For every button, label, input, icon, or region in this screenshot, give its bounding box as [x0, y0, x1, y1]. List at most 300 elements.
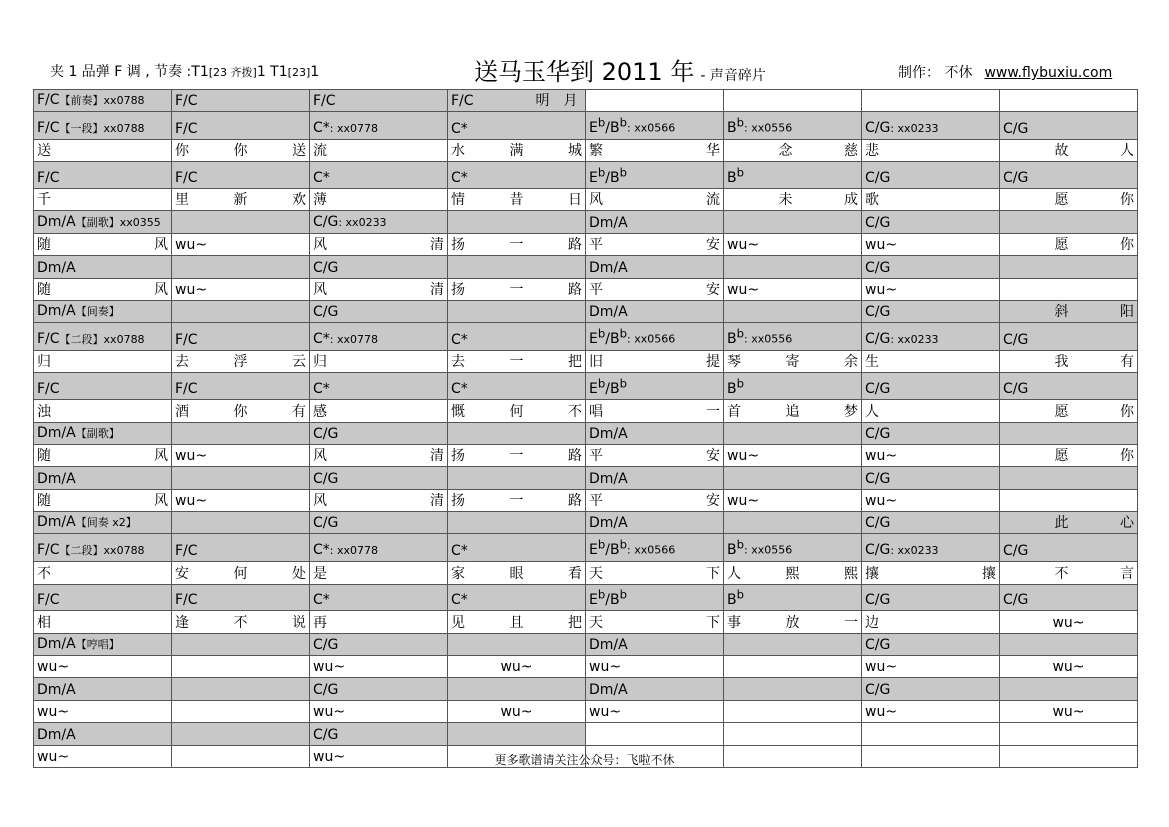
chord-row [34, 512, 1138, 534]
chord-name: C/G [865, 636, 891, 653]
chord-annotation: 【二段】xx0788 [59, 333, 145, 347]
lyric-cell: 风 清 [310, 233, 448, 255]
chord-cell [586, 112, 724, 140]
lyric-cell: wu~ [34, 700, 172, 722]
chord-cell [448, 678, 586, 700]
chord-name: C/G [1003, 592, 1029, 609]
lyric-cell: 是 [310, 562, 448, 584]
chord-cell [310, 301, 448, 323]
chord-cell [586, 162, 724, 189]
lyric-cell: wu~ [862, 233, 1000, 255]
chord-cell [172, 211, 310, 233]
chord-annotation: : xx0233 [890, 122, 939, 136]
header-credit [898, 62, 1112, 82]
chord-name: C* [451, 543, 468, 560]
chord-name: Dm/A [37, 726, 76, 743]
chord-name: C* [313, 381, 330, 398]
chord-cell [862, 422, 1000, 444]
chord-row [34, 373, 1138, 400]
chord-name: F/C [37, 331, 60, 348]
chord-name: C* [451, 121, 468, 138]
lyric-cell: wu~ [310, 745, 448, 767]
chord-cell [724, 162, 862, 189]
chord-cell [310, 723, 448, 745]
chord-name: Dm/A [37, 635, 76, 652]
lyric-cell: 天 下 [586, 562, 724, 584]
chord-name: Dm/A [37, 213, 76, 230]
chord-name: C/G [313, 259, 339, 276]
lyric-cell: 薄 [310, 189, 448, 211]
lyric-cell: 千 [34, 189, 172, 211]
chord-cell [448, 467, 586, 489]
chord-cell [172, 256, 310, 278]
chord-cell [586, 512, 724, 534]
lyric-cell: 愿 你 [1000, 444, 1138, 466]
lyric-cell [724, 655, 862, 677]
chord-cell [34, 256, 172, 278]
chord-cell [172, 301, 310, 323]
lyric-row [34, 140, 1138, 162]
song-title-block [474, 52, 766, 87]
chord-name: $E^b/B^b$ [589, 537, 627, 559]
chord-name: C/G [865, 681, 891, 698]
lyric-cell: wu~ [862, 489, 1000, 511]
chord-cell [862, 90, 1000, 112]
chord-name: C* [451, 170, 468, 187]
lyric-cell: 平 安 [586, 278, 724, 300]
chord-cell [172, 323, 310, 351]
chord-cell [34, 534, 172, 562]
lyric-cell: 风 清 [310, 278, 448, 300]
chord-cell [448, 162, 586, 189]
lyric-row [34, 655, 1138, 677]
footer-note: 更多歌谱请关注公众号：飞啦不休 [494, 753, 675, 767]
chord-cell [1000, 723, 1138, 745]
lyric-cell: 平 安 [586, 233, 724, 255]
chord-cell [310, 211, 448, 233]
chord-name: C/G [313, 304, 339, 321]
chord-name: F/C [451, 93, 474, 110]
chord-name: C/G [1003, 332, 1029, 349]
chord-cell [724, 422, 862, 444]
lyric-cell: wu~ [862, 700, 1000, 722]
lyric-cell: 旧 提 [586, 351, 724, 373]
chord-cell [586, 301, 724, 323]
chord-name: C/G [865, 542, 891, 559]
chord-name: F/C [313, 93, 336, 110]
chord-annotation: : xx0566 [627, 122, 676, 136]
lyric-cell: 相 [34, 611, 172, 633]
chord-row [34, 90, 1138, 112]
chord-annotation: : xx0566 [627, 333, 676, 347]
lyric-cell: wu~ [862, 444, 1000, 466]
lyric-cell: 随 风 [34, 233, 172, 255]
lyric-cell: 不 [34, 562, 172, 584]
chord-cell [862, 584, 1000, 611]
chord-cell [172, 422, 310, 444]
chord-cell [448, 211, 586, 233]
chord-cell [586, 90, 724, 112]
lyric-cell: 感 [310, 400, 448, 422]
chord-cell [1000, 584, 1138, 611]
chord-annotation: 【哼唱】 [75, 637, 120, 651]
lyric-cell: 逢 不 说 [172, 611, 310, 633]
chord-cell [448, 422, 586, 444]
website-link[interactable]: www.flybuxiu.com [984, 65, 1113, 81]
chord-cell [310, 678, 448, 700]
chord-name: F/C [175, 170, 198, 187]
chord-cell [172, 678, 310, 700]
chord-cell [34, 301, 172, 323]
chord-cell [586, 467, 724, 489]
chord-cell [1000, 467, 1138, 489]
chord-cell: F/C 明 月 [448, 90, 586, 112]
chord-row [34, 633, 1138, 655]
chord-annotation: 【副歌】xx0355 [75, 215, 161, 229]
lyric-cell: wu~ [310, 655, 448, 677]
chord-name: C/G [1003, 543, 1029, 560]
chord-name: $B^b$ [727, 165, 745, 187]
lyric-cell: 边 [862, 611, 1000, 633]
lyric-row [34, 278, 1138, 300]
song-title: 送马玉华到 2011 年 [474, 58, 695, 86]
chord-name: C/G [1003, 381, 1029, 398]
chord-cell [862, 323, 1000, 351]
lyric-cell: 去 一 把 [448, 351, 586, 373]
header-key-pattern1: [23 齐拨] [208, 66, 257, 79]
chord-annotation: 【前奏】xx0788 [59, 94, 145, 108]
lyric-cell: 安 何 处 [172, 562, 310, 584]
chord-cell [724, 678, 862, 700]
chord-name: C* [313, 120, 330, 137]
chord-cell [172, 534, 310, 562]
chord-name: F/C [175, 121, 198, 138]
chord-cell [448, 323, 586, 351]
lyric-cell [1000, 489, 1138, 511]
lyric-cell: wu~ [724, 489, 862, 511]
chord-name: C/G [865, 381, 891, 398]
chord-name: F/C [175, 381, 198, 398]
chord-name: $E^b/B^b$ [589, 165, 627, 187]
chord-name: Dm/A [589, 470, 628, 487]
lyric-cell: 歌 [862, 189, 1000, 211]
chord-annotation: : xx0778 [329, 544, 378, 558]
chord-name: $B^b$ [727, 115, 745, 137]
lyric-cell: 扬 一 路 [448, 489, 586, 511]
chord-cell [586, 584, 724, 611]
chord-name: Dm/A [589, 681, 628, 698]
chord-cell [448, 112, 586, 140]
chord-cell [34, 723, 172, 745]
chord-cell [34, 162, 172, 189]
lyric-row [34, 444, 1138, 466]
lyric-cell: 归 [310, 351, 448, 373]
chord-cell [724, 301, 862, 323]
chord-annotation: : xx0233 [338, 215, 387, 229]
chord-cell [862, 633, 1000, 655]
lyric-cell: 生 [862, 351, 1000, 373]
chord-name: $B^b$ [727, 326, 745, 348]
chord-row [34, 301, 1138, 323]
lyric-cell: 首 追 梦 [724, 400, 862, 422]
chord-name: Dm/A [589, 304, 628, 321]
lyric-cell: wu~ [448, 700, 586, 722]
chord-row [34, 584, 1138, 611]
lyric-cell: 故 人 [1000, 140, 1138, 162]
lyric-row [34, 351, 1138, 373]
chord-row [34, 678, 1138, 700]
chord-cell [34, 678, 172, 700]
lyric-cell [724, 700, 862, 722]
chord-cell [448, 584, 586, 611]
lyric-cell: 扬 一 路 [448, 278, 586, 300]
chord-name: F/C [37, 170, 60, 187]
chord-cell [310, 512, 448, 534]
lyric-cell: 天 下 [586, 611, 724, 633]
chord-cell [34, 422, 172, 444]
lyric-cell: 情 昔 日 [448, 189, 586, 211]
header-key-end: 1 [310, 64, 320, 80]
lyric-cell: 你 你 送 [172, 140, 310, 162]
chord-cell [586, 323, 724, 351]
chord-cell [586, 534, 724, 562]
lyric-cell: 随 风 [34, 444, 172, 466]
lyric-cell: 念 慈 [724, 140, 862, 162]
chord-name: C* [313, 331, 330, 348]
chord-name: F/C [175, 592, 198, 609]
chord-name: C/G [865, 470, 891, 487]
chord-cell [34, 323, 172, 351]
chord-name: C/G [865, 214, 891, 231]
chord-cell [34, 584, 172, 611]
chord-cell [1000, 373, 1138, 400]
song-subtitle: - 声音碎片 [700, 68, 766, 84]
chord-row [34, 422, 1138, 444]
lyric-cell: 不 言 [1000, 562, 1138, 584]
lyric-cell: 再 [310, 611, 448, 633]
lyric-cell: 愿 你 [1000, 233, 1138, 255]
chord-cell [34, 467, 172, 489]
lyric-row [34, 562, 1138, 584]
chord-name: C/G [865, 170, 891, 187]
lyric-cell: wu~ [862, 655, 1000, 677]
chord-name: $E^b/B^b$ [589, 376, 627, 398]
lyric-cell: wu~ [34, 655, 172, 677]
chord-annotation: 【副歌】 [75, 426, 120, 440]
lyric-cell: 流 [310, 140, 448, 162]
chord-name: C/G [313, 213, 339, 230]
chord-cell [1000, 162, 1138, 189]
lyric-cell: wu~ [172, 444, 310, 466]
chord-cell [724, 256, 862, 278]
lyric-cell: 酒 你 有 [172, 400, 310, 422]
lyric-cell: 愿 你 [1000, 189, 1138, 211]
header-key-pattern2: [23] [287, 66, 311, 79]
chord-name: F/C [37, 381, 60, 398]
chord-cell [724, 373, 862, 400]
lyric-cell: wu~ [172, 233, 310, 255]
lyric-row [34, 233, 1138, 255]
chord-annotation: : xx0778 [329, 333, 378, 347]
chord-name: Dm/A [589, 636, 628, 653]
chord-name: F/C [37, 120, 60, 137]
chord-annotation: : xx0233 [890, 333, 939, 347]
chord-name: $B^b$ [727, 376, 745, 398]
chord-cell [448, 723, 586, 745]
chord-cell [862, 373, 1000, 400]
chord-cell [310, 162, 448, 189]
lyric-cell: wu~ [586, 700, 724, 722]
lyric-cell: wu~ [34, 745, 172, 767]
chord-cell [1000, 90, 1138, 112]
chord-name: Dm/A [37, 514, 76, 531]
chord-name: C/G [865, 259, 891, 276]
chord-cell [586, 723, 724, 745]
chord-cell [862, 678, 1000, 700]
chord-row [34, 112, 1138, 140]
chord-name: F/C [175, 543, 198, 560]
chord-cell [448, 301, 586, 323]
lyric-cell [1000, 278, 1138, 300]
chord-row [34, 534, 1138, 562]
chord-annotation: : xx0233 [890, 544, 939, 558]
chord-cell [310, 584, 448, 611]
chord-cell [310, 256, 448, 278]
lyric-cell: 平 安 [586, 444, 724, 466]
chord-annotation: 【间奏 x2】 [75, 516, 137, 530]
lyric-cell: wu~ [448, 655, 586, 677]
chord-name: Dm/A [37, 470, 76, 487]
chord-cell [724, 323, 862, 351]
lyric-cell: 扬 一 路 [448, 444, 586, 466]
chord-cell [724, 723, 862, 745]
chord-annotation: 【二段】xx0788 [59, 544, 145, 558]
chord-cell [1000, 678, 1138, 700]
chord-row [34, 323, 1138, 351]
chord-annotation: : xx0556 [744, 333, 793, 347]
chord-name: C/G [865, 120, 891, 137]
lyric-row [34, 189, 1138, 211]
lyric-cell: 随 风 [34, 489, 172, 511]
lyric-cell: wu~ [586, 655, 724, 677]
lyric-cell: 见 且 把 [448, 611, 586, 633]
chord-cell [862, 112, 1000, 140]
chord-annotation: : xx0556 [744, 122, 793, 136]
chord-cell [724, 584, 862, 611]
lyric-cell: 浊 [34, 400, 172, 422]
chord-name: C/G [865, 331, 891, 348]
lyric-cell: wu~ [1000, 700, 1138, 722]
chord-name: F/C [37, 92, 60, 109]
chord-name: C/G [313, 681, 339, 698]
chord-name: C/G [313, 515, 339, 532]
chord-row [34, 467, 1138, 489]
chord-cell [862, 211, 1000, 233]
chord-cell [862, 162, 1000, 189]
header-key-mid: 1 T1 [256, 64, 288, 80]
chord-annotation: : xx0566 [627, 544, 676, 558]
chord-name: C* [313, 170, 330, 187]
lyric-cell: 未 成 [724, 189, 862, 211]
chord-name: Dm/A [589, 259, 628, 276]
lyric-cell: 慨 何 不 [448, 400, 586, 422]
chord-cell [586, 373, 724, 400]
lyric-cell: 随 风 [34, 278, 172, 300]
chord-name: C/G [1003, 170, 1029, 187]
chord-name: F/C [37, 542, 60, 559]
chord-cell [448, 256, 586, 278]
chord-name: C* [313, 592, 330, 609]
chord-cell [172, 112, 310, 140]
chord-cell [34, 512, 172, 534]
chord-name: F/C [37, 592, 60, 609]
chord-cell [172, 633, 310, 655]
chord-name: $E^b/B^b$ [589, 587, 627, 609]
lyric-cell: 归 [34, 351, 172, 373]
lyric-cell: 琴 寄 余 [724, 351, 862, 373]
lyric-cell: wu~ [172, 489, 310, 511]
chord-row [34, 723, 1138, 745]
lyric-cell: 送 [34, 140, 172, 162]
chord-cell [172, 512, 310, 534]
chord-name: Dm/A [37, 303, 76, 320]
chord-cell [1000, 633, 1138, 655]
lyric-cell: 我 有 [1000, 351, 1138, 373]
chord-row [34, 211, 1138, 233]
chord-name: $E^b/B^b$ [589, 115, 627, 137]
chord-cell [34, 633, 172, 655]
chord-name: Dm/A [37, 259, 76, 276]
chord-row [34, 256, 1138, 278]
chord-name: C/G [313, 470, 339, 487]
chord-cell: 此 心 [1000, 512, 1138, 534]
chord-name: C/G [865, 304, 891, 321]
lyric-row [34, 489, 1138, 511]
chord-row [34, 162, 1138, 189]
chord-name: C* [451, 592, 468, 609]
chord-name: C/G [313, 425, 339, 442]
chord-cell [724, 90, 862, 112]
lyric-cell: 风 流 [586, 189, 724, 211]
chord-cell [310, 112, 448, 140]
chord-name: $B^b$ [727, 537, 745, 559]
lyric-cell: wu~ [862, 278, 1000, 300]
chord-cell [724, 211, 862, 233]
chord-cell [172, 584, 310, 611]
lyric-cell: 风 清 [310, 444, 448, 466]
lyric-row [34, 400, 1138, 422]
lyric-cell: wu~ [724, 233, 862, 255]
lyric-cell: 唱 一 [586, 400, 724, 422]
chord-name: F/C [175, 332, 198, 349]
chord-sheet-table [33, 89, 1138, 768]
lyric-cell: 繁 华 [586, 140, 724, 162]
chord-name: C/G [865, 425, 891, 442]
chord-cell [310, 422, 448, 444]
chord-annotation: 【一段】xx0788 [59, 122, 145, 136]
lyric-cell: 风 清 [310, 489, 448, 511]
lyric-cell: 事 放 一 [724, 611, 862, 633]
chord-name: $E^b/B^b$ [589, 326, 627, 348]
chord-annotation: : xx0556 [744, 544, 793, 558]
lyric-cell [172, 655, 310, 677]
chord-annotation: 【间奏】 [75, 305, 120, 319]
lyric-cell [172, 700, 310, 722]
lyric-cell: 攘 攘 [862, 562, 1000, 584]
chord-name: C/G [313, 636, 339, 653]
chord-cell [862, 534, 1000, 562]
chord-cell [586, 422, 724, 444]
